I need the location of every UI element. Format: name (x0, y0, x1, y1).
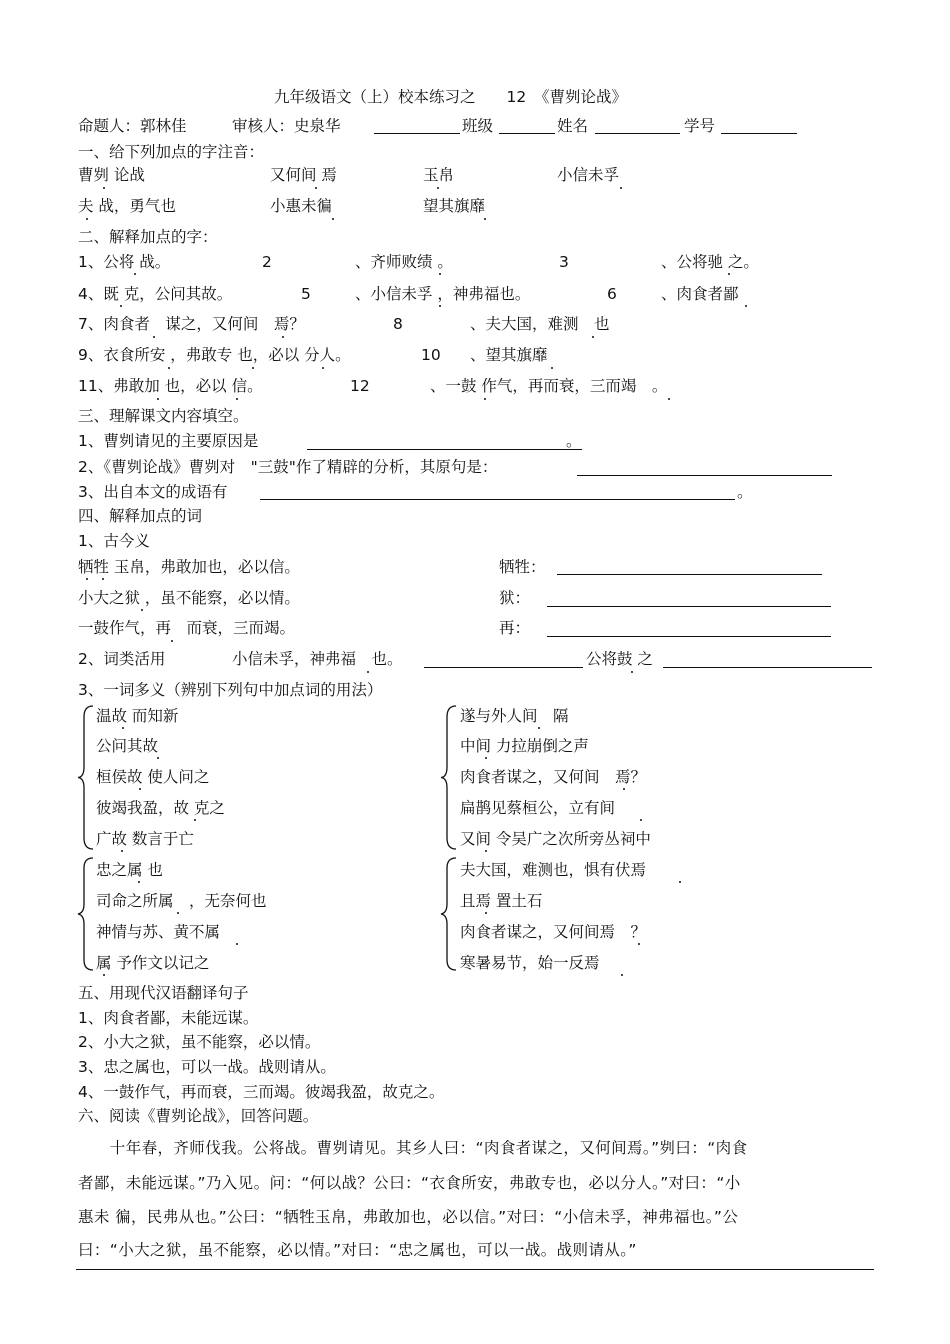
emphasis-dot (538, 727, 540, 729)
emphasis-dot (367, 671, 369, 673)
emphasis-dot (623, 788, 625, 790)
q-number: 10 (421, 346, 441, 364)
emphasis-dot (153, 336, 155, 338)
pinyin-item: 望其旗靡 (423, 197, 486, 215)
emphasis-dot (157, 398, 159, 400)
polysemy-item: 遂与外人间 隔 (460, 707, 569, 725)
emphasis-dot (621, 974, 623, 976)
q-number: 12 (350, 377, 370, 395)
emphasis-dot (194, 819, 196, 821)
class-label: 班级 (462, 117, 494, 135)
emphasis-dot (315, 187, 317, 189)
pinyin-item: 小信未孚 (557, 166, 620, 184)
left-brace (440, 857, 458, 971)
emphasis-dot (640, 819, 642, 821)
emphasis-dot (236, 943, 238, 945)
q-item: 11、弗敢加 也，必以 信。 (78, 377, 263, 395)
emphasis-dot (139, 788, 141, 790)
passage-line: 十年春，齐师伐我。公将战。曹刿请见。其乡人曰：“肉食者谋之，又何间焉。”刿曰：“肉食 (78, 1139, 748, 1157)
polysemy-item: 又间 令吴广之次所旁丛祠中 (460, 830, 651, 848)
polysemy-item: 桓侯故 使人问之 (96, 768, 210, 786)
emphasis-dot (728, 273, 730, 275)
q-item: 、望其旗靡 (470, 346, 548, 364)
emphasis-dot (322, 367, 324, 369)
emphasis-dot (138, 881, 140, 883)
pinyin-item: 曹刿 论战 (78, 166, 145, 184)
emphasis-dot (551, 367, 553, 369)
emphasis-dot (103, 974, 105, 976)
q-number: 3 (559, 253, 569, 271)
emphasis-dot (668, 398, 670, 400)
name-label: 姓名 (557, 117, 589, 135)
sub-heading: 2、词类活用 (78, 650, 166, 668)
emphasis-dot (236, 398, 238, 400)
q-label: 再： (499, 619, 531, 637)
class-field[interactable] (499, 133, 555, 134)
q-number: 8 (393, 315, 403, 333)
emphasis-dot (679, 881, 681, 883)
emphasis-dot (484, 218, 486, 220)
punct: 。 (566, 432, 582, 450)
translate-item: 3、忠之属也，可以一战。战则请从。 (78, 1058, 336, 1076)
pinyin-item: 玉帛 (423, 166, 455, 184)
translate-item: 1、肉食者鄙，未能远谋。 (78, 1009, 259, 1027)
passage-line: 惠未 徧，民弗从也。”公曰：“牺牲玉帛，弗敢加也，必以信。”对曰：“小信未孚，神弗福也。”公 (78, 1208, 739, 1226)
polysemy-item: 肉食者谋之，又何间焉 ？ (460, 923, 647, 941)
sub-heading: 3、一词多义（辨别下列句中加点词的用法） (78, 681, 383, 699)
pinyin-item: 又何间 焉 (270, 166, 337, 184)
q-item: 、夫大国，难测 也 (470, 315, 610, 333)
bottom-rule (76, 1269, 874, 1270)
passage-line: 者鄙，未能远谋。”乃入见。问：“何以战？公曰：“衣食所安，弗敢专也，必以分人。”对曰：“小 (78, 1174, 741, 1192)
section-1-heading: 一、给下列加点的字注音： (78, 143, 265, 161)
polysemy-item: 夫大国，难测也，惧有伏焉 (460, 861, 647, 879)
q-number: 2 (262, 253, 272, 271)
emphasis-dot (86, 578, 88, 580)
emphasis-dot (439, 305, 441, 307)
q-item: 4、既 克，公问其故。 (78, 285, 233, 303)
answer-blank[interactable] (577, 475, 832, 476)
emphasis-dot (121, 850, 123, 852)
answer-blank[interactable] (424, 667, 583, 668)
polysemy-item: 温故 而知新 (96, 707, 179, 725)
polysemy-item: 且焉 置土石 (460, 892, 543, 910)
polysemy-item: 中间 力拉崩倒之声 (460, 737, 589, 755)
emphasis-dot (620, 187, 622, 189)
polysemy-item: 寒暑易节，始一反焉 (460, 954, 600, 972)
emphasis-dot (485, 757, 487, 759)
q-label: 狱： (499, 589, 531, 607)
section-2-heading: 二、解释加点的字： (78, 228, 218, 246)
translate-item: 2、小大之狱，虽不能察，必以情。 (78, 1033, 321, 1051)
section-4-heading: 四、解释加点的词 (78, 507, 203, 525)
emphasis-dot (141, 609, 143, 611)
q-item: 小信未孚，神弗福 也。 (232, 650, 403, 668)
translate-item: 4、一鼓作气，再而衰，三而竭。彼竭我盈，故克之。 (78, 1083, 445, 1101)
section-6-heading: 六、阅读《曹刿论战》，回答问题。 (78, 1107, 319, 1125)
polysemy-item: 广故 数言于亡 (96, 830, 194, 848)
emphasis-dot (252, 367, 254, 369)
q-item: 7、肉食者 谋之，又何间 焉？ (78, 315, 305, 333)
q-label: 牺牲： (499, 558, 546, 576)
emphasis-dot (168, 367, 170, 369)
q-item: 、齐师败绩 。 (355, 253, 453, 271)
q-item: 公将鼓 之 (586, 650, 653, 668)
q-item: 9、衣食所安 ，弗敢专 也，必以 分人。 (78, 346, 351, 364)
emphasis-dot (439, 273, 441, 275)
polysemy-item: 公问其故 (96, 737, 159, 755)
emphasis-dot (332, 218, 334, 220)
polysemy-item: 属 予作文以记之 (96, 954, 210, 972)
reviewer-label: 审核人：史泉华 (232, 117, 341, 135)
pinyin-item: 小惠未徧 (270, 197, 333, 215)
q-item: 、小信未孚 ，神弗福也。 (355, 285, 531, 303)
emphasis-dot (592, 336, 594, 338)
emphasis-dot (631, 671, 633, 673)
emphasis-dot (120, 305, 122, 307)
answer-blank[interactable] (547, 606, 831, 607)
q-item: 2、《曹刿论战》曹刿对 "三鼓"作了精辟的分析，其原句是： (78, 458, 498, 476)
q-item: 一鼓作气，再 而衰，三而竭。 (78, 619, 296, 637)
polysemy-item: 司命之所属 ，无奈何也 (96, 892, 267, 910)
q-item: 1、曹刿请见的主要原因是 (78, 432, 259, 450)
emphasis-dot (484, 398, 486, 400)
answer-blank[interactable] (547, 636, 831, 637)
emphasis-dot (86, 218, 88, 220)
emphasis-dot (485, 850, 487, 852)
page-title: 九年级语文（上）校本练习之 12 《曹刿论战》 (274, 88, 627, 106)
sub-heading: 1、古今义 (78, 532, 150, 550)
emphasis-dot (102, 578, 104, 580)
blank-line[interactable] (374, 133, 460, 134)
emphasis-dot (485, 912, 487, 914)
emphasis-dot (282, 336, 284, 338)
emphasis-dot (745, 305, 747, 307)
polysemy-item: 忠之属 也 (96, 861, 163, 879)
emphasis-dot (437, 187, 439, 189)
q-number: 5 (301, 285, 311, 303)
section-3-heading: 三、理解课文内容填空。 (78, 407, 249, 425)
left-brace (77, 705, 95, 850)
section-5-heading: 五、用现代汉语翻译句子 (78, 984, 249, 1002)
answer-blank[interactable] (557, 574, 822, 575)
emphasis-dot (638, 943, 640, 945)
emphasis-dot (171, 640, 173, 642)
answer-blank[interactable] (260, 499, 735, 500)
polysemy-item: 神情与苏、黄不属 (96, 923, 221, 941)
answer-blank[interactable] (663, 667, 872, 668)
q-item: 1、公将 战。 (78, 253, 171, 271)
polysemy-item: 彼竭我盈，故 克之 (96, 799, 225, 817)
emphasis-dot (134, 273, 136, 275)
answer-blank[interactable] (307, 449, 582, 450)
q-number: 6 (607, 285, 617, 303)
emphasis-dot (122, 727, 124, 729)
name-field[interactable] (595, 133, 680, 134)
q-item: 、一鼓 作气，再而衰，三而竭 。 (430, 377, 668, 395)
q-item: 牺牲 玉帛，弗敢加也，必以信。 (78, 558, 300, 576)
q-item: 3、出自本文的成语有 (78, 483, 228, 501)
emphasis-dot (103, 187, 105, 189)
polysemy-item: 肉食者谋之，又何间 焉？ (460, 768, 647, 786)
left-brace (77, 857, 95, 971)
q-item: 、肉食者鄙 (661, 285, 739, 303)
id-label: 学号 (684, 117, 716, 135)
emphasis-dot (157, 757, 159, 759)
author-label: 命题人：郭林佳 (78, 117, 187, 135)
polysemy-item: 扁鹊见蔡桓公，立有间 (460, 799, 616, 817)
passage-line: 曰：“小大之狱，虽不能察，必以情。”对曰：“忠之属也，可以一战。战则请从。” (78, 1241, 637, 1259)
pinyin-item: 夫 战，勇气也 (78, 197, 176, 215)
q-item: 、公将驰 之。 (661, 253, 759, 271)
punct: 。 (737, 483, 753, 501)
q-item: 小大之狱 ，虽不能察，必以情。 (78, 589, 300, 607)
left-brace (440, 705, 458, 850)
emphasis-dot (177, 912, 179, 914)
id-field[interactable] (721, 133, 797, 134)
